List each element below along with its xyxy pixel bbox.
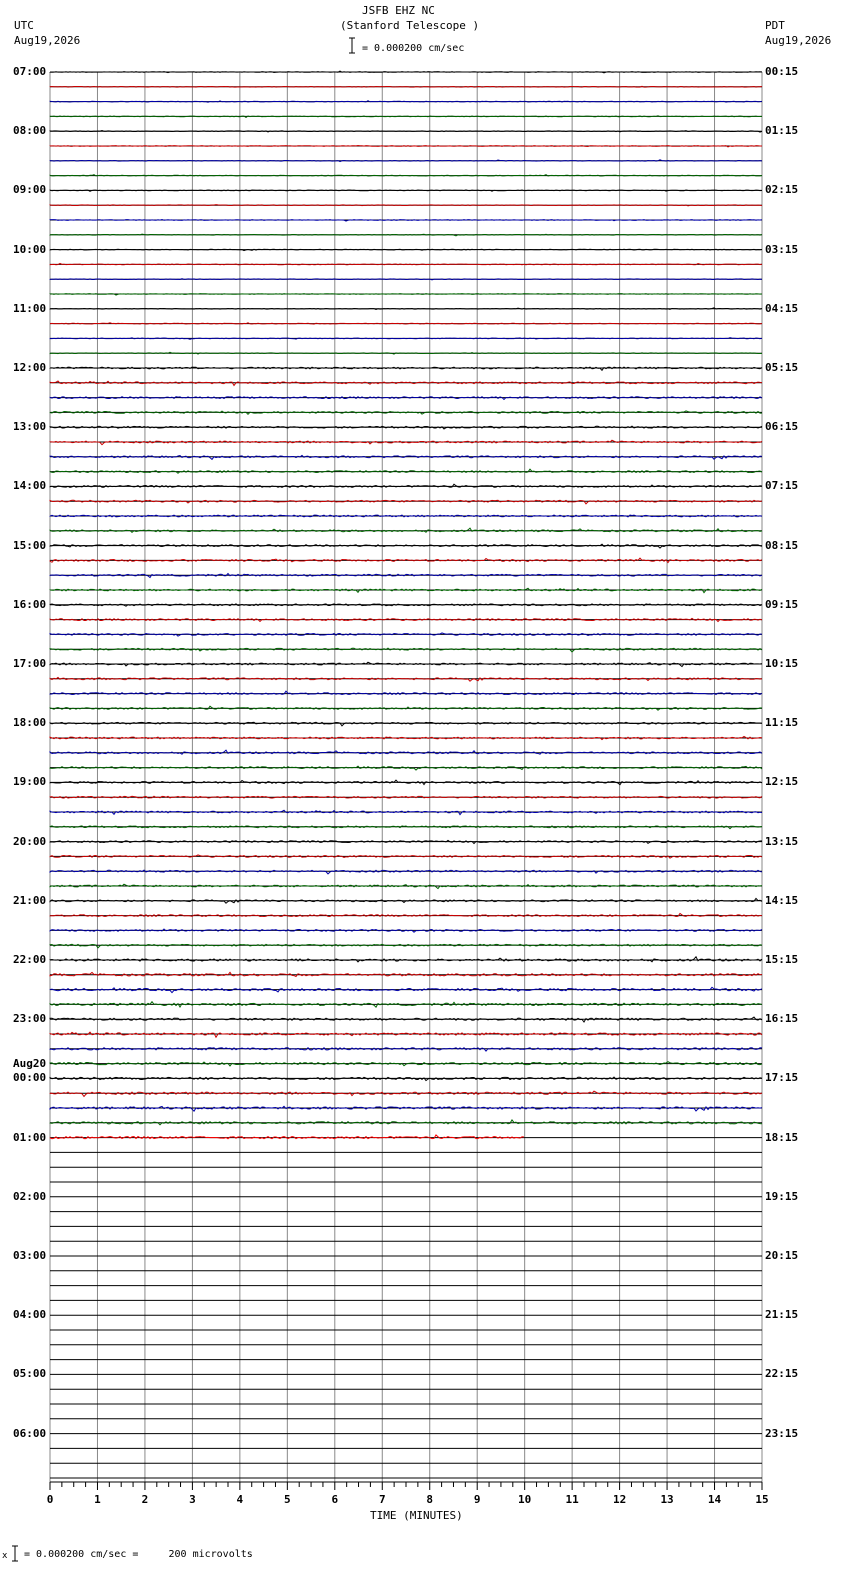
trace-row: [50, 957, 762, 962]
right-hour-label: 11:15: [765, 716, 799, 730]
right-date-label: Aug19,2026: [765, 34, 832, 47]
trace-row: [50, 736, 762, 739]
trace-row: [50, 308, 762, 310]
left-hour-label: 19:00: [13, 775, 47, 789]
x-tick-label: 7: [378, 1493, 386, 1506]
x-tick-label: 10: [518, 1493, 532, 1506]
right-hour-label: 16:15: [765, 1012, 799, 1026]
left-hour-label: 11:00: [13, 301, 47, 315]
right-hour-label: 15:15: [765, 953, 799, 966]
right-hour-label: 20:15: [765, 1249, 799, 1262]
x-tick-label: 1: [94, 1493, 101, 1506]
trace-row: [50, 263, 762, 264]
trace-row: [50, 160, 762, 162]
trace-row: [50, 220, 762, 221]
right-hour-label: 05:15: [765, 361, 799, 374]
trace-row: [50, 677, 762, 681]
station-title: JSFB EHZ NC: [362, 4, 435, 17]
x-tick-label: 15: [755, 1493, 769, 1506]
x-axis: [47, 1482, 769, 1506]
left-hour-label: 17:00: [13, 657, 47, 670]
left-hour-label: 04:00: [13, 1308, 47, 1322]
trace-row: [50, 234, 762, 236]
trace-row: [50, 648, 762, 652]
trace-row: [50, 352, 762, 354]
scale-bar-icon: [12, 38, 355, 1561]
right-hour-label: 17:15: [765, 1071, 799, 1085]
trace-row: [50, 1091, 762, 1096]
left-hour-label: 16:00: [13, 597, 47, 611]
x-tick-label: 6: [331, 1493, 339, 1506]
left-hour-label: 02:00: [13, 1189, 47, 1203]
left-zone-label: UTC: [14, 19, 34, 32]
footer-prefix: x: [2, 1551, 8, 1561]
right-hour-label: 03:15: [765, 242, 799, 256]
scale-label: = 0.000200 cm/sec: [362, 43, 465, 54]
trace-row: [50, 691, 762, 694]
x-tick-label: 0: [46, 1493, 54, 1506]
left-hour-label: 08:00: [13, 124, 47, 138]
left-hour-label: 03:00: [13, 1249, 47, 1262]
right-hour-label: 22:15: [765, 1367, 799, 1381]
right-hour-label: 06:15: [765, 420, 799, 434]
right-hour-label: 10:15: [765, 657, 799, 670]
left-hour-label: 01:00: [13, 1130, 47, 1144]
trace-row: [50, 987, 762, 992]
right-hour-label: 13:15: [765, 834, 799, 848]
right-hour-label: 23:15: [765, 1426, 799, 1440]
right-hour-label: 21:15: [765, 1308, 799, 1322]
left-date-label: Aug19,2026: [14, 34, 81, 47]
right-zone-label: PDT: [765, 19, 785, 32]
left-hour-label: 23:00: [13, 1012, 47, 1026]
trace-row: [50, 1032, 762, 1037]
date-change-label: Aug20: [13, 1057, 47, 1071]
left-hour-label: 18:00: [13, 716, 47, 730]
right-hour-label: 19:15: [765, 1189, 799, 1203]
right-hour-label: 14:15: [765, 893, 799, 907]
x-tick-label: 4: [236, 1493, 244, 1506]
trace-row: [50, 411, 762, 414]
plot-grid: [50, 72, 762, 1482]
trace-row: [50, 323, 762, 324]
left-hour-label: 12:00: [13, 361, 47, 374]
x-tick-label: 11: [565, 1493, 579, 1506]
left-hour-label: 00:00: [13, 1071, 47, 1085]
trace-row: [50, 528, 762, 532]
left-hour-label: 15:00: [13, 538, 47, 552]
right-hour-label: 02:15: [765, 183, 799, 197]
trace-row: [50, 294, 762, 295]
x-axis-label: TIME (MINUTES): [370, 1509, 463, 1522]
left-hour-label: 10:00: [13, 242, 47, 256]
left-hour-label: 06:00: [13, 1426, 47, 1440]
left-hour-label: 09:00: [13, 183, 47, 197]
right-hour-label: 18:15: [765, 1130, 799, 1144]
trace-row: [50, 766, 762, 770]
x-tick-label: 12: [612, 1493, 627, 1506]
right-hour-label: 08:15: [765, 538, 799, 552]
left-hour-label: 13:00: [13, 420, 47, 434]
trace-row: [50, 870, 762, 874]
x-tick-label: 2: [141, 1493, 149, 1506]
trace-row: [50, 190, 762, 191]
left-hour-label: 07:00: [13, 65, 47, 78]
site-title: (Stanford Telescope ): [340, 19, 480, 32]
trace-row: [50, 544, 762, 548]
x-tick-label: 3: [189, 1493, 196, 1506]
trace-row: [50, 1048, 762, 1051]
left-hour-label: 05:00: [13, 1367, 47, 1381]
right-hour-label: 04:15: [765, 301, 799, 315]
footer-scale-note: = 0.000200 cm/sec = 200 microvolts: [24, 1549, 253, 1560]
trace-row: [50, 1106, 762, 1111]
left-hour-label: 21:00: [13, 893, 47, 907]
trace-row: [50, 86, 762, 87]
x-tick-label: 13: [660, 1493, 674, 1506]
x-tick-label: 9: [473, 1493, 481, 1506]
right-hour-label: 07:15: [765, 479, 799, 493]
trace-row: [50, 175, 762, 176]
right-hour-label: 01:15: [765, 124, 799, 138]
left-hour-label: 22:00: [13, 953, 47, 966]
right-hour-label: 09:15: [765, 597, 799, 611]
x-tick-label: 5: [284, 1493, 291, 1506]
x-tick-label: 14: [707, 1493, 722, 1506]
left-hour-label: 14:00: [13, 479, 47, 493]
trace-row: [50, 750, 762, 754]
right-hour-label: 00:15: [765, 65, 799, 78]
right-hour-label: 12:15: [765, 775, 799, 789]
left-hour-label: 20:00: [13, 834, 47, 848]
x-tick-label: 8: [426, 1493, 434, 1506]
trace-row: [50, 455, 762, 459]
trace-row: [50, 898, 762, 903]
trace-row: [50, 929, 762, 932]
trace-row: [50, 71, 762, 73]
